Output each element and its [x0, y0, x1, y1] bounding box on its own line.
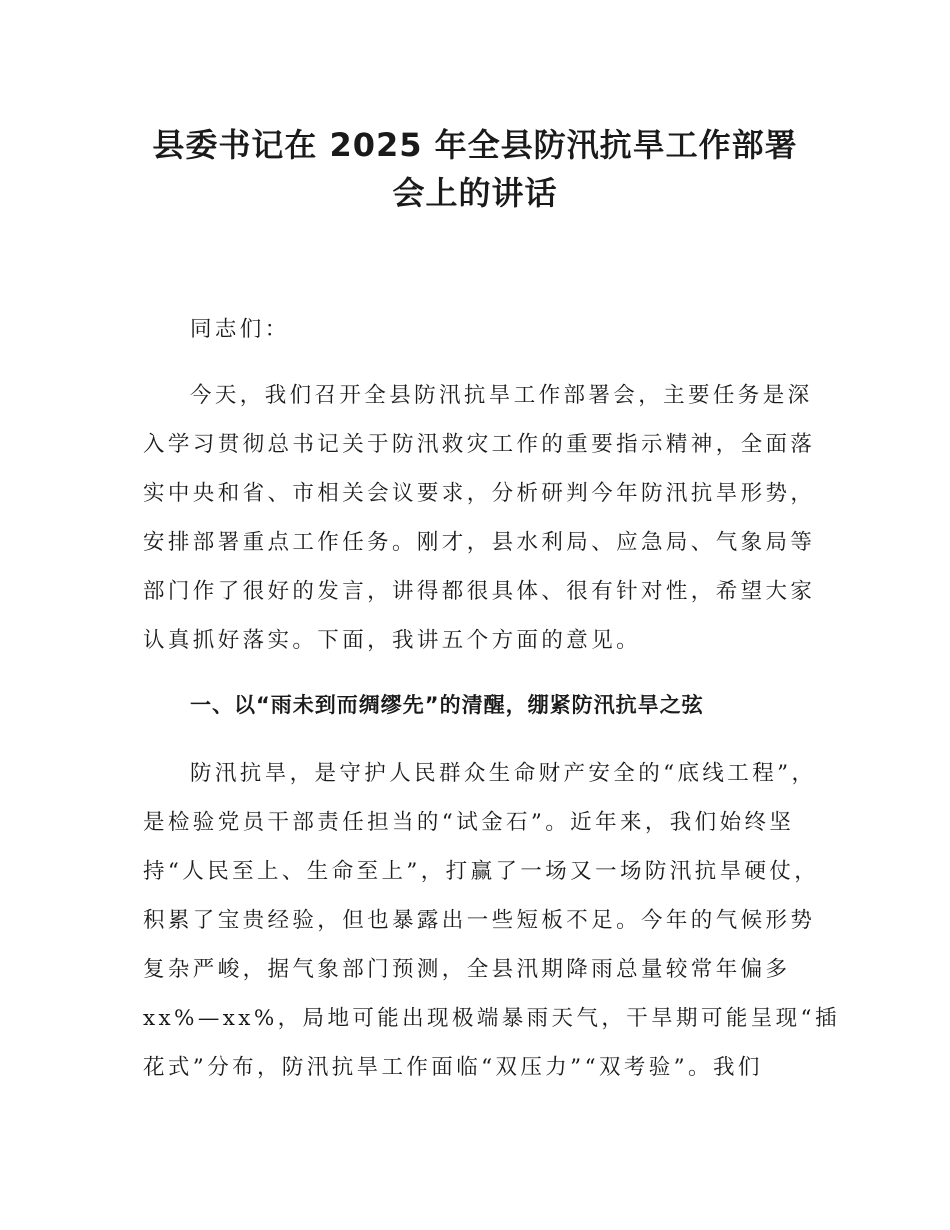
- intro-line-3: 实中央和省、市相关会议要求，分析研判今年防汛抗旱形势，: [143, 481, 816, 506]
- section-1-line-6: xx%—xx%，局地可能出现极端暴雨天气，干旱期可能呈现“插: [143, 1006, 840, 1031]
- section-1-line-1: 防汛抗旱，是守护人民群众生命财产安全的“底线工程”，: [190, 761, 817, 786]
- intro-line-6: 认真抓好落实。下面，我讲五个方面的意见。: [143, 628, 642, 653]
- intro-line-2: 入学习贯彻总书记关于防汛救灾工作的重要指示精神，全面落: [143, 432, 816, 457]
- section-1-line-4: 积累了宝贵经验，但也暴露出一些短板不足。今年的气候形势: [143, 908, 816, 933]
- intro-line-4: 安排部署重点工作任务。刚才，县水利局、应急局、气象局等: [143, 530, 816, 555]
- section-1-line-3: 持“人民至上、生命至上”，打赢了一场又一场防汛抗旱硬仗，: [143, 859, 820, 884]
- document-title-line-2: 会上的讲话: [392, 174, 558, 212]
- section-1-line-5: 复杂严峻，据气象部门预测，全县汛期降雨总量较常年偏多: [143, 957, 791, 982]
- section-1-line-7: 花式”分布，防汛抗旱工作面临“双压力”“双考验”。我们: [143, 1055, 763, 1080]
- document-title-line-1: 县委书记在 2025 年全县防汛抗旱工作部署: [152, 126, 798, 164]
- section-1-heading: 一、以“雨未到而绸缪先”的清醒，绷紧防汛抗旱之弦: [190, 693, 704, 717]
- section-1-line-2: 是检验党员干部责任担当的“试金石”。近年来，我们始终坚: [143, 810, 795, 835]
- salutation: 同志们：: [190, 317, 290, 342]
- intro-line-1: 今天，我们召开全县防汛抗旱工作部署会，主要任务是深: [190, 383, 813, 408]
- intro-line-5: 部门作了很好的发言，讲得都很具体、很有针对性，希望大家: [143, 579, 816, 604]
